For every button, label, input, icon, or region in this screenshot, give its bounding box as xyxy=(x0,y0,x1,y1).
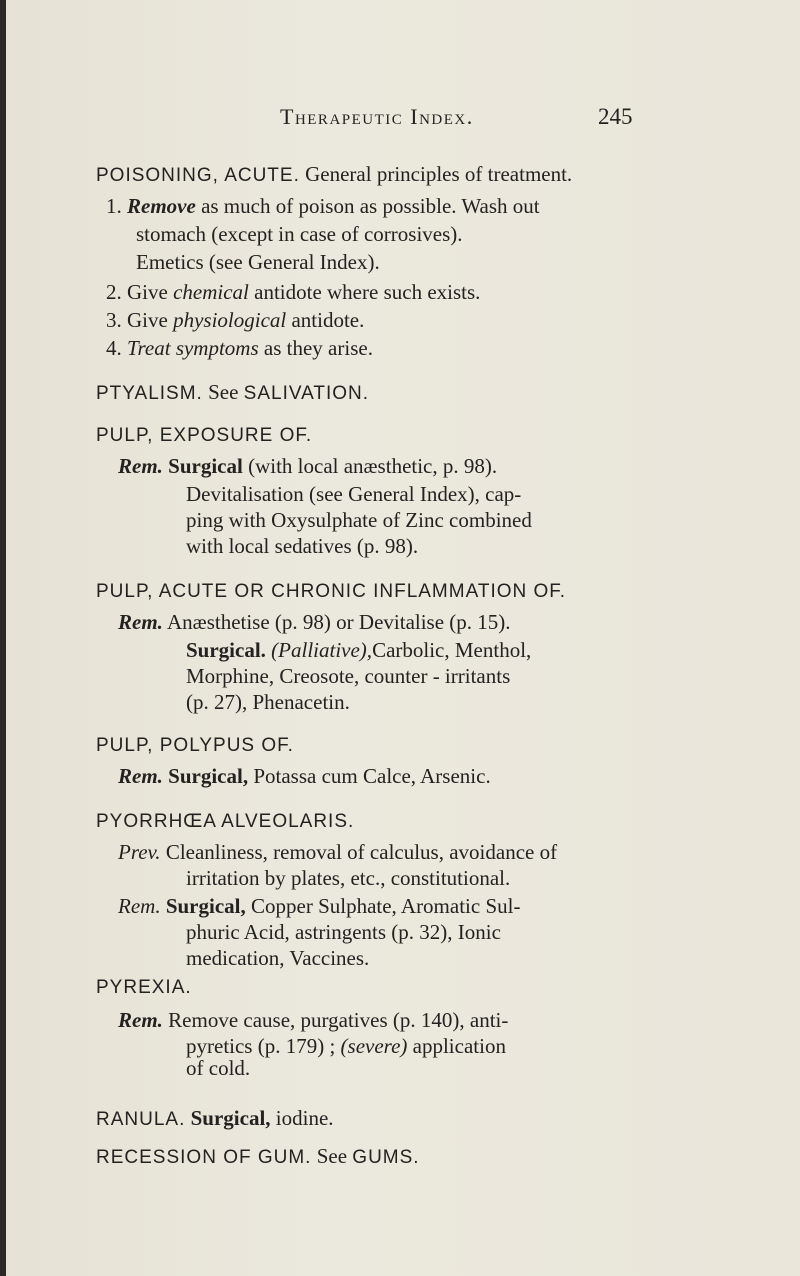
cross-reference: SALIVATION. xyxy=(243,383,370,404)
entry-recession xyxy=(96,1144,420,1170)
see-label: See xyxy=(208,380,239,404)
cross-reference: GUMS. xyxy=(352,1147,420,1168)
remedy-tag: Rem. xyxy=(118,894,161,918)
page-edge-shadow xyxy=(0,0,6,1276)
list-item-continuation: Emetics (see General Index). xyxy=(136,250,380,274)
list-item-continuation: stomach (except in case of corrosives). xyxy=(136,222,463,246)
entry-heading: RANULA. xyxy=(96,1109,186,1130)
list-item: 4. Treat symptoms as they arise. xyxy=(106,336,373,360)
remedy-tag: Rem. xyxy=(118,764,163,788)
remedy-tag: Rem. xyxy=(118,454,163,478)
list-item: 2. Give chemical antidote where such exists. xyxy=(106,280,481,304)
entry-heading: PULP, EXPOSURE OF. xyxy=(96,425,313,446)
entry-ptyalism xyxy=(96,380,369,406)
entry-heading: PYORRHŒA ALVEOLARIS. xyxy=(96,811,355,832)
entry-heading: RECESSION OF GUM. xyxy=(96,1147,312,1168)
running-head: Therapeutic Index. xyxy=(280,104,474,129)
entry-heading: POISONING, ACUTE. xyxy=(96,165,300,186)
entry-heading: PULP, ACUTE OR CHRONIC INFLAMMATION OF. xyxy=(96,581,567,602)
entry-heading: PTYALISM. xyxy=(96,383,203,404)
list-item: 3. Give physiological antidote. xyxy=(106,308,365,332)
list-item: 1. Remove as much of poison as possible. Wash out xyxy=(106,194,540,218)
prevention-tag: Prev. xyxy=(118,840,161,864)
entry-heading: PULP, POLYPUS OF. xyxy=(96,735,294,756)
entry-intro: General principles of treatment. xyxy=(305,162,573,186)
book-page: Therapeutic Index. 245 POISONING, ACUTE. General principles of treatment. 1. Remove as much of poison as possible. Wash out stomach (except in case of corrosives). Emetics (see General Index). 2. Give chemical antidote where such exists. 3. Give physiological antidote. 4. Treat symptoms as they arise. PTYALISM. See SALIVATION. PULP, EXPOSURE OF. Rem. Surgical (with local anæsthetic, p. 98). Devitalisation (see General Index), cap- ping with Oxysulphate of Zinc combined with local sedatives (p. 98). PULP, ACUTE OR CHRONIC INFLAMMATION OF. Rem. Anæsthetise (p. 98) or Devitalise (p. 15). Surgical. (Palliative),Carbolic, Menthol, Morphine, Creosote, counter - irritants (p. 27), Phenacetin. PULP, POLYPUS OF. Rem. Surgical, Potassa cum Calce, Arsenic. PYORRHŒA ALVEOLARIS. Prev. Cleanliness, removal of calculus, avoidance of irritation by plates, etc., constitutional. Rem. Surgical, Copper Sulphate, Aromatic Sul- phuric Acid, astringents (p. 32), Ionic medication, Vaccines. PYREXIA. Rem. Remove cause, purgatives (p. 140), anti- pyretics (p. 179) ; (severe) application of cold. RANULA. Surgical, iodine. RECESSION OF GUM. See GUMS. xyxy=(0,0,800,1276)
entry-heading: PYREXIA. xyxy=(96,977,192,998)
remedy-tag: Rem. xyxy=(118,610,163,634)
page-header xyxy=(0,104,800,144)
see-label: See xyxy=(316,1144,348,1168)
remedy-tag: Rem. xyxy=(118,1008,163,1032)
entry-ranula: RANULA. Surgical, iodine. xyxy=(96,1106,334,1130)
page-number: 245 xyxy=(598,104,633,129)
